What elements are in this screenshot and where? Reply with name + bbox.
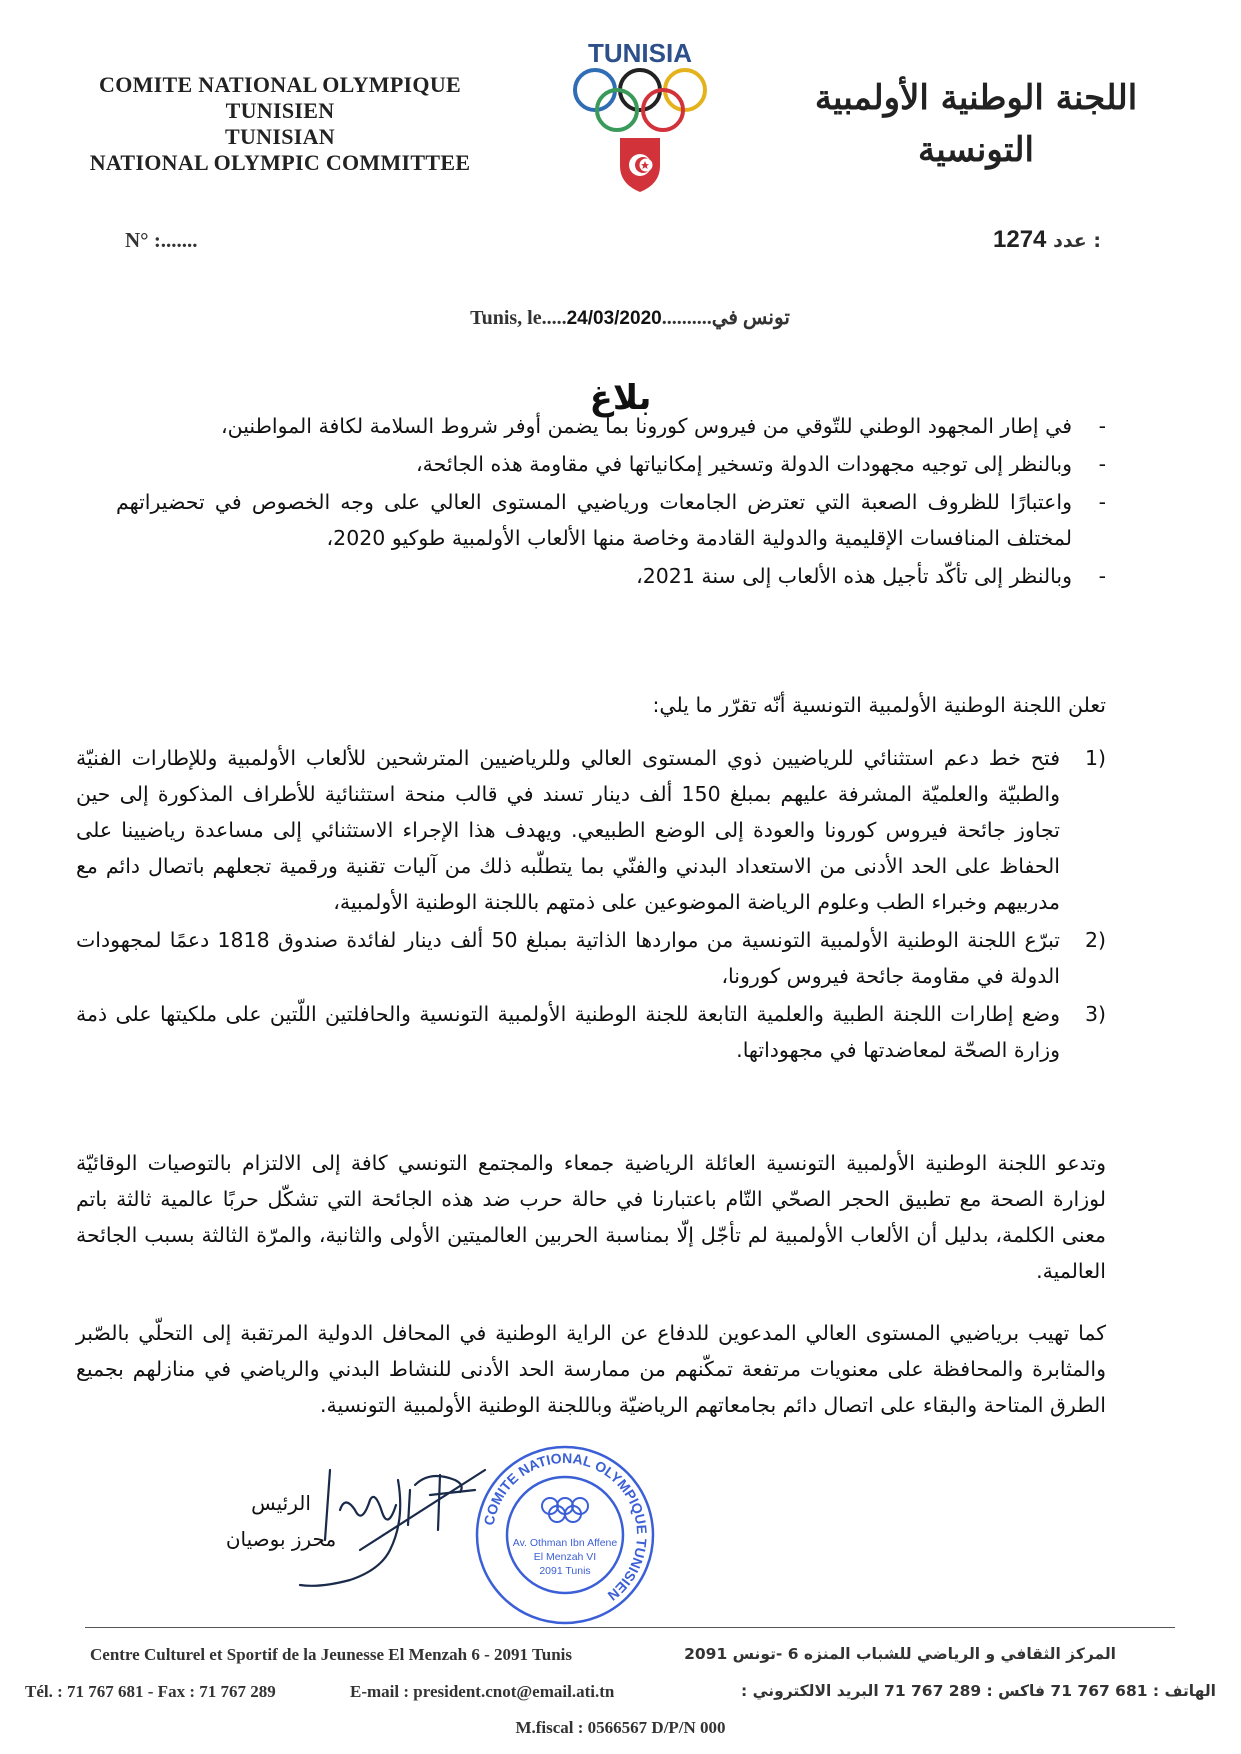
stamp-line-1: Av. Othman Ibn Affene: [512, 1537, 618, 1549]
preamble-item: [116, 408, 1106, 444]
decision-list: [76, 740, 1106, 1070]
paragraph-athletes-appeal: كما تهيب برياضيي المستوى العالي المدعوين للدفاع عن الراية الوطنية في المحافل الدولية المرتقبة إلى التحلّي بالصّبر والمثابرة والمحافظة على معنويات مرتفعة تمكّنهم من ممارسة الحد الأدنى للنشاط البدني والرياضي في منازلهم بجميع الطرق المتاحة والبقاء على اتصال دائم بجامعاتهم الرياضيّة وباللجنة الوطنية الأولمبية التونسية.: [76, 1321, 1106, 1417]
preamble-text: واعتبارًا للظروف الصعبة التي تعترض الجامعات ورياضيي المستوى العالي على وجه الخصوص في تحضيراتهم لمختلف المنافسات الإقليمية والدولية القادمة وخاصة منها الألعاب الأولمبية طوكيو 2020،: [116, 490, 1072, 550]
decision-item: [76, 922, 1106, 994]
reference-number-fr: N° :.......: [125, 228, 198, 252]
decision-text: فتح خط دعم استثنائي للرياضيين ذوي المستوى العالي وللرياضيين المترشحين للألعاب الأولمبية وللإطارات الفنيّة والطبيّة والعلميّة المشرفة عليهم بمبلغ 150 ألف دينار تسند في قالب منحة استثنائية للأطراف المذكورة إلى حين تجاوز جائحة فيروس كورونا والعودة إلى الوضع الطبيعي. ويهدف هذا الإجراء الاستثنائي إلى مساعدة رياضيينا على الحفاظ على الحد الأدنى من الاستعداد البدني والفنّي بما يتطلّبه ذلك من آليات تقنية ورقمية تجعلهم باتصال دائم مع مدربيهم وخبراء الطب وعلوم الرياضة الموضوعين على ذمتهم باللجنة الوطنية الأولمبية،: [76, 746, 1061, 914]
reference-number-ar: [993, 226, 1101, 254]
header-ar-line-1: اللجنة الوطنية الأولمبية: [814, 78, 1138, 118]
stamp-line-2: El Menzah VI: [533, 1551, 597, 1563]
official-stamp: [470, 1440, 660, 1630]
preamble-text: في إطار المجهود الوطني للتّوقي من فيروس كورونا بما يضمن أوفر شروط السلامة لكافة المواطنين،: [220, 414, 1072, 438]
president-name: محرز بوصيان: [225, 1527, 337, 1551]
president-role: الرئيس: [251, 1491, 311, 1515]
bullet-dash: -: [1098, 490, 1106, 514]
header-french: [60, 72, 500, 176]
header-arabic: [766, 72, 1186, 176]
decision-intro: تعلن اللجنة الوطنية الأولمبية التونسية أنّه تقرّر ما يلي:: [652, 693, 1106, 717]
decision-item: [76, 996, 1106, 1068]
footer-contact-ar: الهاتف : 681 767 71 فاكس : 289 767 71 البريد الالكتروني :: [740, 1682, 1216, 1700]
footer-address-ar: المركز الثقافي و الرياضي للشباب المنزه 6 -تونس 2091: [684, 1645, 1116, 1663]
header-fr-line-3: TUNISIAN: [225, 124, 335, 149]
footer-address-fr: Centre Culturel et Sportif de la Jeunesse El Menzah 6 - 2091 Tunis: [90, 1645, 572, 1664]
decision-number: 2): [1084, 928, 1106, 952]
footer-email: E-mail : president.cnot@email.ati.tn: [350, 1682, 615, 1701]
header-fr-line-2: TUNISIEN: [225, 98, 335, 123]
footer-divider: [85, 1627, 1175, 1628]
date-prefix: Tunis, le.....: [470, 307, 567, 329]
preamble-text: وبالنظر إلى توجيه مجهودات الدولة وتسخير إمكانياتها في مقاومة هذه الجائحة،: [416, 452, 1072, 476]
handwritten-signature: [290, 1450, 490, 1590]
olympic-logo: [560, 38, 720, 198]
bullet-dash: -: [1098, 452, 1106, 476]
preamble-item: [116, 446, 1106, 482]
stamp-line-3: 2091 Tunis: [539, 1565, 591, 1577]
logo-text: TUNISIA: [588, 38, 692, 68]
decision-item: [76, 740, 1106, 920]
date-line: [400, 305, 860, 330]
header-ar-line-2: التونسية: [918, 130, 1034, 170]
preamble-text: وبالنظر إلى تأكّد تأجيل هذه الألعاب إلى سنة 2021،: [636, 564, 1072, 588]
preamble-item: [116, 558, 1106, 594]
footer-fiscal: M.fiscal : 0566567 D/P/N 000: [515, 1718, 726, 1737]
decision-text: تبرّع اللجنة الوطنية الأولمبية التونسية من مواردها الذاتية بمبلغ 50 ألف دينار لفائدة صندوق 1818 دعمًا لمجهودات الدولة في مقاومة جائحة فيروس كورونا،: [76, 928, 1060, 988]
header-fr-line-4: NATIONAL OLYMPIC COMMITTEE: [89, 150, 471, 175]
paragraph-call-to-action: وتدعو اللجنة الوطنية الأولمبية التونسية العائلة الرياضية جمعاء والمجتمع التونسي كافة إلى الالتزام بالتوصيات الوقائيّة لوزارة الصحة مع تطبيق الحجر الصحّي التّام باعتبارنا في حالة حرب ضد هذه الجائحة التي تشكّل حربًا عالمية ثالثة باتم معنى الكلمة، بدليل أن الألعاب الأولمبية لم تأجّل إلّا بمناسبة الحربين العالميتين الأولى والثانية، والمرّة الثالثة بسبب الجائحة العالمية.: [76, 1151, 1106, 1283]
decision-text: وضع إطارات اللجنة الطبية والعلمية التابعة للجنة الوطنية الأولمبية التونسية والحافلتين اللّتين على ملكيتها على ذمة وزارة الصحّة لمعاضدتها في مجهوداتها.: [76, 1002, 1060, 1062]
preamble-item: [116, 484, 1106, 556]
document-title: بلاغ: [589, 378, 652, 418]
bullet-dash: -: [1098, 414, 1106, 438]
decision-number: 1): [1084, 746, 1106, 770]
date-value: 24/03/2020: [566, 308, 662, 329]
reference-number-label: عدد :: [1053, 230, 1101, 252]
date-suffix: ..........تونس في: [661, 307, 790, 329]
footer-tel-fax: Tél. : 71 767 681 - Fax : 71 767 289: [25, 1682, 276, 1701]
preamble-list: [116, 408, 1106, 596]
header-fr-line-1: COMITE NATIONAL OLYMPIQUE: [99, 72, 461, 97]
reference-number-value: 1274: [993, 226, 1047, 253]
stamp-ring-text: COMITE NATIONAL OLYMPIQUE TUNISIEN: [480, 1449, 651, 1604]
decision-number: 3): [1084, 1002, 1106, 1026]
bullet-dash: -: [1098, 564, 1106, 588]
